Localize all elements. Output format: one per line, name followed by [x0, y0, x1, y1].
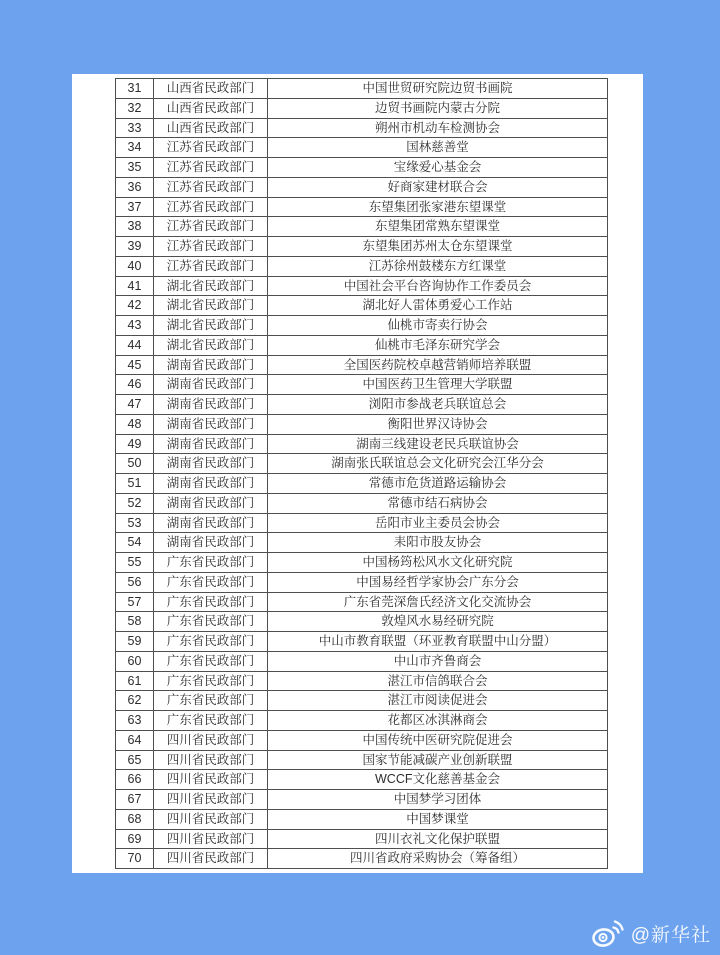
organization-name-cell: 东望集团常熟东望课堂 — [268, 217, 608, 237]
department-cell: 广东省民政部门 — [154, 671, 268, 691]
organization-name-cell: 衡阳世界汉诗协会 — [268, 414, 608, 434]
weibo-icon — [591, 919, 624, 948]
row-number-cell: 50 — [116, 454, 154, 474]
row-number-cell: 32 — [116, 98, 154, 118]
table-row — [116, 513, 608, 533]
table-row — [116, 770, 608, 790]
row-number-cell: 70 — [116, 849, 154, 869]
organization-name-cell: 湖南三线建设老民兵联谊协会 — [268, 434, 608, 454]
organization-name-cell: 湛江市阅读促进会 — [268, 691, 608, 711]
row-number-cell: 55 — [116, 553, 154, 573]
table-row — [116, 730, 608, 750]
department-cell: 广东省民政部门 — [154, 711, 268, 731]
organization-name-cell: 全国医药院校卓越营销师培养联盟 — [268, 355, 608, 375]
organization-name-cell: 中国社会平台咨询协作工作委员会 — [268, 276, 608, 296]
organization-name-cell: 中山市齐鲁商会 — [268, 651, 608, 671]
department-cell: 湖北省民政部门 — [154, 335, 268, 355]
organization-name-cell: 中山市教育联盟（环亚教育联盟中山分盟） — [268, 632, 608, 652]
row-number-cell: 63 — [116, 711, 154, 731]
table-row — [116, 158, 608, 178]
organization-name-cell: 中国医药卫生管理大学联盟 — [268, 375, 608, 395]
row-number-cell: 60 — [116, 651, 154, 671]
table-body — [116, 79, 608, 869]
organization-name-cell: 国家节能减碳产业创新联盟 — [268, 750, 608, 770]
department-cell: 湖南省民政部门 — [154, 355, 268, 375]
row-number-cell: 59 — [116, 632, 154, 652]
department-cell: 广东省民政部门 — [154, 612, 268, 632]
department-cell: 四川省民政部门 — [154, 809, 268, 829]
department-cell: 四川省民政部门 — [154, 790, 268, 810]
organization-name-cell: 花都区冰淇淋商会 — [268, 711, 608, 731]
organization-name-cell: 朔州市机动车检测协会 — [268, 118, 608, 138]
department-cell: 广东省民政部门 — [154, 553, 268, 573]
department-cell: 广东省民政部门 — [154, 691, 268, 711]
department-cell: 四川省民政部门 — [154, 770, 268, 790]
organization-name-cell: 中国世贸研究院边贸书画院 — [268, 79, 608, 99]
row-number-cell: 33 — [116, 118, 154, 138]
table-row — [116, 651, 608, 671]
row-number-cell: 34 — [116, 138, 154, 158]
table-row — [116, 197, 608, 217]
row-number-cell: 53 — [116, 513, 154, 533]
row-number-cell: 48 — [116, 414, 154, 434]
organization-name-cell: 常德市结石病协会 — [268, 493, 608, 513]
organization-name-cell: 湖南张氏联谊总会文化研究会江华分会 — [268, 454, 608, 474]
table-row — [116, 750, 608, 770]
organization-name-cell: 耒阳市股友协会 — [268, 533, 608, 553]
table-row — [116, 474, 608, 494]
table-row — [116, 711, 608, 731]
table-row — [116, 829, 608, 849]
organization-name-cell: 敦煌风水易经研究院 — [268, 612, 608, 632]
row-number-cell: 67 — [116, 790, 154, 810]
organization-name-cell: 广东省莞深詹氏经济文化交流协会 — [268, 592, 608, 612]
organization-name-cell: 仙桃市毛泽东研究学会 — [268, 335, 608, 355]
department-cell: 山西省民政部门 — [154, 79, 268, 99]
table-row — [116, 572, 608, 592]
department-cell: 湖南省民政部门 — [154, 395, 268, 415]
organization-name-cell: 国林慈善堂 — [268, 138, 608, 158]
table-row — [116, 375, 608, 395]
organization-name-cell: 中国易经哲学家协会广东分会 — [268, 572, 608, 592]
department-cell: 广东省民政部门 — [154, 592, 268, 612]
row-number-cell: 37 — [116, 197, 154, 217]
department-cell: 四川省民政部门 — [154, 849, 268, 869]
department-cell: 江苏省民政部门 — [154, 237, 268, 257]
organization-name-cell: 中国传统中医研究院促进会 — [268, 730, 608, 750]
department-cell: 广东省民政部门 — [154, 632, 268, 652]
organization-name-cell: 仙桃市寄卖行协会 — [268, 316, 608, 336]
department-cell: 湖南省民政部门 — [154, 454, 268, 474]
row-number-cell: 68 — [116, 809, 154, 829]
table-row — [116, 335, 608, 355]
department-cell: 江苏省民政部门 — [154, 256, 268, 276]
table-row — [116, 395, 608, 415]
organization-name-cell: 岳阳市业主委员会协会 — [268, 513, 608, 533]
table-row — [116, 217, 608, 237]
table-row — [116, 316, 608, 336]
table-row — [116, 849, 608, 869]
department-cell: 江苏省民政部门 — [154, 138, 268, 158]
table-row — [116, 533, 608, 553]
organization-name-cell: 常德市危货道路运输协会 — [268, 474, 608, 494]
organization-name-cell: 江苏徐州鼓楼东方红课堂 — [268, 256, 608, 276]
department-cell: 江苏省民政部门 — [154, 177, 268, 197]
row-number-cell: 42 — [116, 296, 154, 316]
row-number-cell: 61 — [116, 671, 154, 691]
row-number-cell: 54 — [116, 533, 154, 553]
department-cell: 湖南省民政部门 — [154, 375, 268, 395]
department-cell: 四川省民政部门 — [154, 730, 268, 750]
row-number-cell: 31 — [116, 79, 154, 99]
table-row — [116, 454, 608, 474]
table-row — [116, 237, 608, 257]
table-row — [116, 276, 608, 296]
department-cell: 四川省民政部门 — [154, 829, 268, 849]
table-row — [116, 98, 608, 118]
row-number-cell: 52 — [116, 493, 154, 513]
table-row — [116, 691, 608, 711]
department-cell: 湖北省民政部门 — [154, 316, 268, 336]
department-cell: 山西省民政部门 — [154, 118, 268, 138]
organization-name-cell: 四川省政府采购协会（筹备组） — [268, 849, 608, 869]
row-number-cell: 56 — [116, 572, 154, 592]
organization-name-cell: 边贸书画院内蒙古分院 — [268, 98, 608, 118]
department-cell: 山西省民政部门 — [154, 98, 268, 118]
department-cell: 广东省民政部门 — [154, 651, 268, 671]
organization-table — [115, 78, 608, 869]
row-number-cell: 64 — [116, 730, 154, 750]
department-cell: 湖北省民政部门 — [154, 276, 268, 296]
row-number-cell: 38 — [116, 217, 154, 237]
organization-name-cell: 好商家建材联合会 — [268, 177, 608, 197]
table-row — [116, 434, 608, 454]
table-row — [116, 632, 608, 652]
organization-name-cell: 湖北好人雷体勇爱心工作站 — [268, 296, 608, 316]
row-number-cell: 40 — [116, 256, 154, 276]
department-cell: 湖南省民政部门 — [154, 434, 268, 454]
row-number-cell: 57 — [116, 592, 154, 612]
row-number-cell: 39 — [116, 237, 154, 257]
table-row — [116, 671, 608, 691]
row-number-cell: 46 — [116, 375, 154, 395]
row-number-cell: 47 — [116, 395, 154, 415]
row-number-cell: 43 — [116, 316, 154, 336]
organization-name-cell: 宝缘爱心基金会 — [268, 158, 608, 178]
table-row — [116, 612, 608, 632]
table-row — [116, 355, 608, 375]
department-cell: 四川省民政部门 — [154, 750, 268, 770]
watermark-text: @新华社 — [630, 925, 711, 946]
row-number-cell: 36 — [116, 177, 154, 197]
organization-name-cell: 中国梦课堂 — [268, 809, 608, 829]
department-cell: 江苏省民政部门 — [154, 217, 268, 237]
organization-name-cell: 浏阳市参战老兵联谊总会 — [268, 395, 608, 415]
organization-name-cell: 中国杨筠松风水文化研究院 — [268, 553, 608, 573]
department-cell: 湖南省民政部门 — [154, 493, 268, 513]
department-cell: 广东省民政部门 — [154, 572, 268, 592]
table-row — [116, 553, 608, 573]
table-row — [116, 296, 608, 316]
table-row — [116, 592, 608, 612]
organization-name-cell: WCCF文化慈善基金会 — [268, 770, 608, 790]
row-number-cell: 45 — [116, 355, 154, 375]
row-number-cell: 51 — [116, 474, 154, 494]
organization-name-cell: 四川衣礼文化保护联盟 — [268, 829, 608, 849]
row-number-cell: 35 — [116, 158, 154, 178]
table-row — [116, 118, 608, 138]
row-number-cell: 69 — [116, 829, 154, 849]
table-row — [116, 138, 608, 158]
table-row — [116, 79, 608, 99]
department-cell: 江苏省民政部门 — [154, 158, 268, 178]
table-row — [116, 177, 608, 197]
row-number-cell: 62 — [116, 691, 154, 711]
table-row — [116, 790, 608, 810]
organization-name-cell: 湛江市信鸽联合会 — [268, 671, 608, 691]
row-number-cell: 65 — [116, 750, 154, 770]
table-row — [116, 809, 608, 829]
document-page — [72, 74, 643, 873]
row-number-cell: 66 — [116, 770, 154, 790]
department-cell: 湖南省民政部门 — [154, 533, 268, 553]
row-number-cell: 49 — [116, 434, 154, 454]
table-row — [116, 256, 608, 276]
watermark — [591, 919, 711, 948]
department-cell: 湖南省民政部门 — [154, 474, 268, 494]
organization-name-cell: 东望集团张家港东望课堂 — [268, 197, 608, 217]
department-cell: 江苏省民政部门 — [154, 197, 268, 217]
table-row — [116, 493, 608, 513]
department-cell: 湖南省民政部门 — [154, 414, 268, 434]
row-number-cell: 44 — [116, 335, 154, 355]
department-cell: 湖南省民政部门 — [154, 513, 268, 533]
table-row — [116, 414, 608, 434]
department-cell: 湖北省民政部门 — [154, 296, 268, 316]
organization-name-cell: 中国梦学习团体 — [268, 790, 608, 810]
row-number-cell: 41 — [116, 276, 154, 296]
row-number-cell: 58 — [116, 612, 154, 632]
organization-name-cell: 东望集团苏州太仓东望课堂 — [268, 237, 608, 257]
